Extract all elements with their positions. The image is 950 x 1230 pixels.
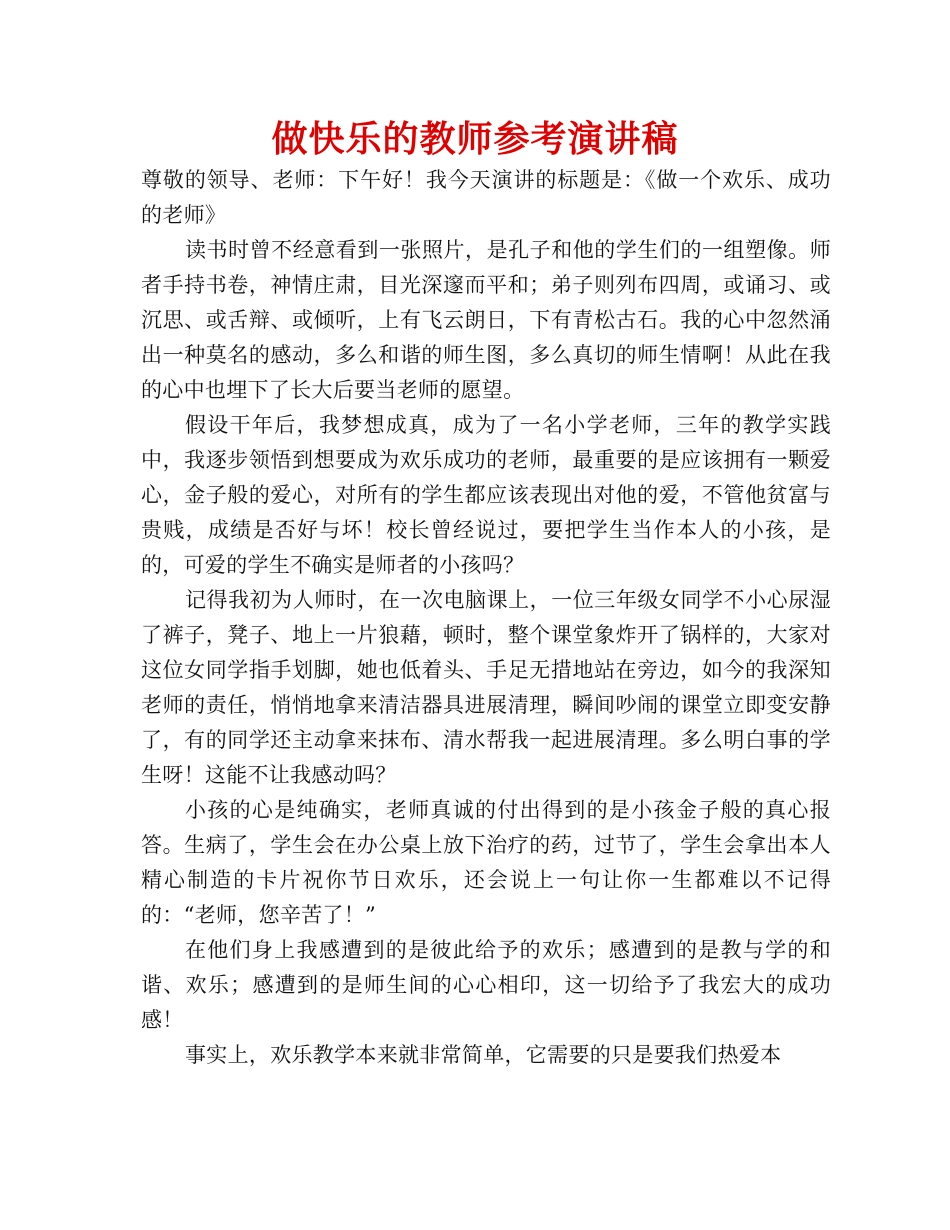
paragraph: 在他们身上我感遭到的是彼此给予的欢乐；感遭到的是教与学的和谐、欢乐；感遭到的是师生间的心心相印，这一切给予了我宏大的成功感！ (141, 938, 831, 1032)
paragraph: 小孩的心是纯确实，老师真诚的付出得到的是小孩金子般的真心报答。生病了，学生会在办公桌上放下治疗的药，过节了，学生会拿出本人精心制造的卡片祝你节日欢乐，还会说上一句让你一生都难以不记得的：“老师，您辛苦了！” (141, 798, 831, 927)
document-body (141, 163, 831, 1073)
paragraph: 事实上，欢乐教学本来就非常简单，它需要的只是要我们热爱本 (185, 1043, 782, 1067)
paragraph: 假设干年后，我梦想成真，成为了一名小学老师，三年的教学实践中，我逐步领悟到想要成为欢乐成功的老师，最重要的是应该拥有一颗爱心，金子般的爱心，对所有的学生都应该表现出对他的爱，不管他贫富与贵贱，成绩是否好与坏！校长曾经说过，要把学生当作本人的小孩，是的，可爱的学生不确实是师者的小孩吗？ (141, 413, 831, 577)
paragraph: 读书时曾不经意看到一张照片，是孔子和他的学生们的一组塑像。师者手持书卷，神情庄肃，目光深邃而平和；弟子则列布四周，或诵习、或沉思、或舌辩、或倾听，上有飞云朗日，下有青松古石。我的心中忽然涌出一种莫名的感动，多么和谐的师生图，多么真切的师生情啊！从此在我的心中也埋下了长大后要当老师的愿望。 (141, 238, 831, 402)
paragraph: 记得我初为人师时，在一次电脑课上，一位三年级女同学不小心尿湿了裤子，凳子、地上一片狼藉，顿时，整个课堂象炸开了锅样的，大家对这位女同学指手划脚，她也低着头、手足无措地站在旁边，如今的我深知老师的责任，悄悄地拿来清洁器具进展清理，瞬间吵闹的课堂立即变安静了，有的同学还主动拿来抹布、清水帮我一起进展清理。多么明白事的学生呀！这能不让我感动吗？ (141, 588, 831, 787)
document-title: 做快乐的教师参考演讲稿 (271, 119, 679, 160)
paragraph-greeting: 尊敬的领导、老师：下午好！我今天演讲的标题是：《做一个欢乐、成功的老师》 (141, 168, 831, 227)
